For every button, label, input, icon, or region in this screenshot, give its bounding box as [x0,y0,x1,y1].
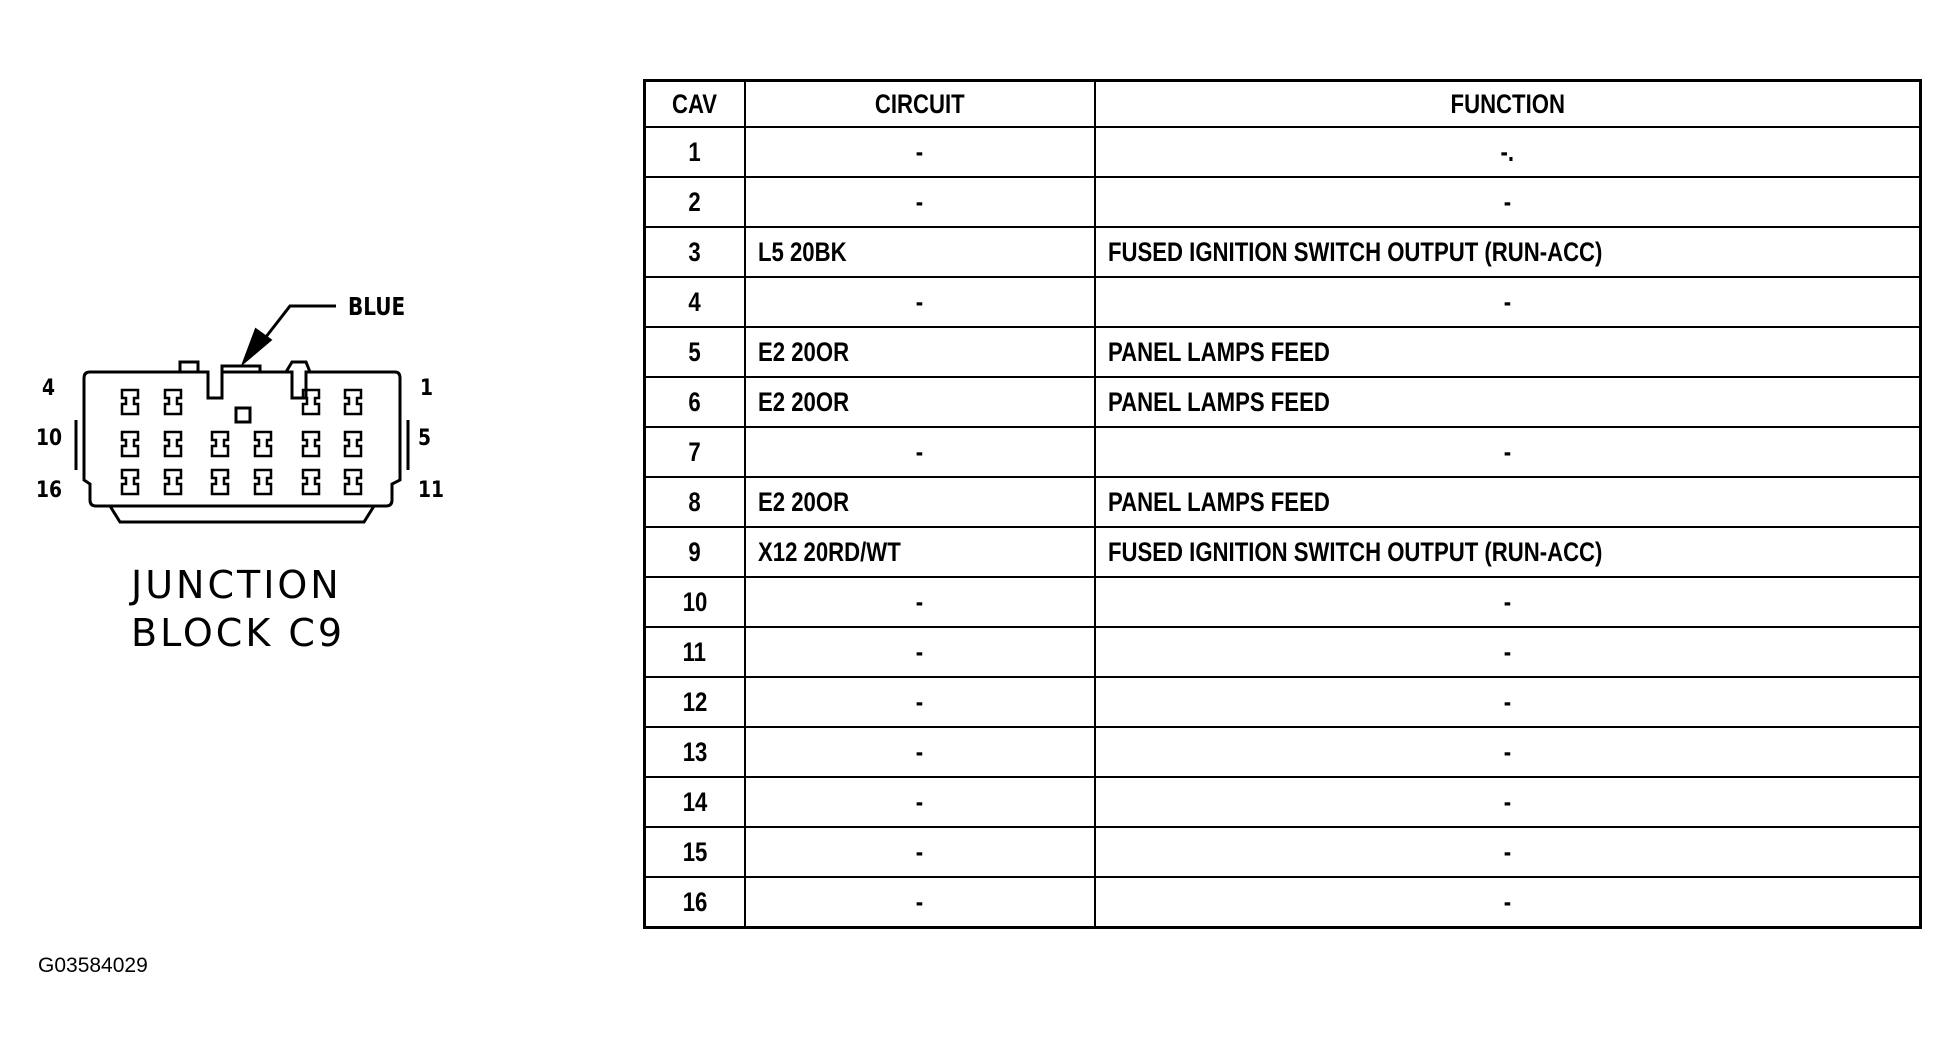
cell-circuit: X12 20RD/WT [745,527,1095,577]
header-cav: CAV [645,81,745,128]
cell-cav: 3 [645,227,745,277]
cell-circuit: - [745,277,1095,327]
cell-cav: 11 [645,627,745,677]
pin-label-10: 10 [36,426,63,451]
cell-cav: 9 [645,527,745,577]
pin-label-11: 11 [418,478,445,503]
table-row [645,527,1921,577]
cell-function: - [1095,777,1921,827]
cell-function: PANEL LAMPS FEED [1095,327,1921,377]
cell-cav: 16 [645,877,745,928]
table-row [645,427,1921,477]
cell-cav: 4 [645,277,745,327]
cell-cav: 8 [645,477,745,527]
table-header-row [645,81,1921,128]
cell-cav: 15 [645,827,745,877]
connector-title-line2: BLOCK C9 [131,611,346,655]
cell-circuit: - [745,677,1095,727]
cell-circuit: L5 20BK [745,227,1095,277]
pin-label-5: 5 [418,426,432,451]
cell-function: FUSED IGNITION SWITCH OUTPUT (RUN-ACC) [1095,227,1921,277]
cell-cav: 1 [645,127,745,177]
cell-function: FUSED IGNITION SWITCH OUTPUT (RUN-ACC) [1095,527,1921,577]
pin-function-table [643,79,1922,929]
cell-cav: 12 [645,677,745,727]
cell-function: - [1095,727,1921,777]
table-row [645,127,1921,177]
cell-cav: 14 [645,777,745,827]
table-row [645,827,1921,877]
cell-circuit: E2 20OR [745,477,1095,527]
cell-function: -. [1095,127,1921,177]
blue-color-label: BLUE [348,292,406,321]
table-row [645,327,1921,377]
cell-cav: 2 [645,177,745,227]
cell-function: - [1095,177,1921,227]
pin-label-16: 16 [36,478,63,503]
cell-function: - [1095,427,1921,477]
table-row [645,777,1921,827]
cell-function: - [1095,627,1921,677]
cell-cav: 6 [645,377,745,427]
cell-circuit: - [745,777,1095,827]
table-row [645,627,1921,677]
header-function: FUNCTION [1095,81,1921,128]
table-row [645,177,1921,227]
cell-cav: 13 [645,727,745,777]
pin-label-1: 1 [420,376,434,401]
cell-function: - [1095,277,1921,327]
cell-circuit: - [745,627,1095,677]
table-row [645,227,1921,277]
pin-label-4: 4 [42,376,56,401]
cell-function: - [1095,677,1921,727]
connector-title [131,561,345,657]
cell-circuit: - [745,427,1095,477]
table-row [645,477,1921,527]
cell-circuit: - [745,177,1095,227]
connector-title-line1: JUNCTION [131,563,342,607]
table-row [645,577,1921,627]
cell-function: PANEL LAMPS FEED [1095,477,1921,527]
figure-id: G03584029 [38,954,148,977]
header-circuit: CIRCUIT [745,81,1095,128]
cell-cav: 5 [645,327,745,377]
cell-cav: 7 [645,427,745,477]
cell-function: - [1095,827,1921,877]
cell-circuit: - [745,877,1095,928]
cell-circuit: - [745,127,1095,177]
cell-circuit: E2 20OR [745,377,1095,427]
blue-pointer-arrow [244,306,336,362]
cell-function: PANEL LAMPS FEED [1095,377,1921,427]
table-row [645,677,1921,727]
cell-cav: 10 [645,577,745,627]
table-row [645,727,1921,777]
table-row [645,377,1921,427]
cell-circuit: - [745,827,1095,877]
connector-cavities [122,390,361,494]
cell-circuit: - [745,727,1095,777]
table-row [645,277,1921,327]
cell-circuit: E2 20OR [745,327,1095,377]
connector-diagram [0,0,640,560]
cell-function: - [1095,877,1921,928]
cell-circuit: - [745,577,1095,627]
cell-function: - [1095,577,1921,627]
table-row [645,877,1921,928]
